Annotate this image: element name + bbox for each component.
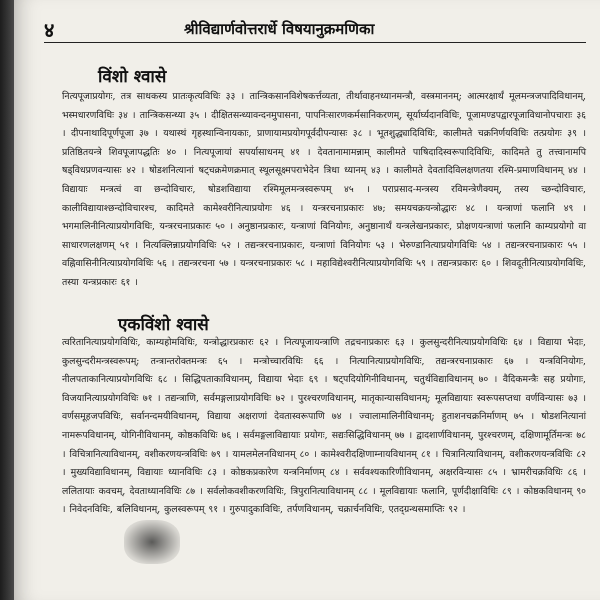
- section-heading-vimsha: विंशो श्वासे: [98, 67, 167, 87]
- book-spine-shadow: [0, 0, 14, 600]
- section-body-ekavimsha: त्वरितानित्याप्रयोगविधिः, काम्यहोमविधिः, यन्त्रोद्धारप्रकारः ६२ । नित्यपूजायन्त्राणि तद्रचनाप्रकारः ६३ । कुलसुन्दरीनित्याप्रयोगविधिः ६४ । विद्याया भेदाः, कुलसुन्दरीमन्त्रस्वरूपम्; तन्त्रान्तरोक्तमन्त्रः ६५ । मन्त्रोच्चारविधिः ६६ । नित्यानित्याप्रयोगविधिः, तद्यन्त्ररचनाप्रकारः ६७ । यन्त्रविनियोगः, नीलपताकानित्याप्रयोगविधिः ६८ । सिद्धिपताकाविधानम्, विद्याया भेदाः ६९ । षट्पदियोगिनीविधानम्, चतुर्थविद्याविधानम् ७० । वैदिकमन्त्रैः सह प्रयोगाः, विजयानित्याप्रयोगविधिः ७१ । तद्यन्त्राणि, सर्वमङ्गलाप्रयोगविधिः ७२ । पुरश्चरणविधानम्, मातृकान्यासविधानम्; मूलविद्यायाः स्वरूपसप्तधा वर्णविन्यासः ७३ । वर्णसमूहजपविधिः, सर्वानन्दमयीविधानम्, विद्याया अक्षराणां देवतास्वरूपाणि ७४ । ज्वालामालिनीविधानम्; हुताशनचक्रनिर्माणम् ७५ । षोडशनित्यानां नामरूपविधानम्, योगिनीविधानम्, कोष्ठकविधिः ७६ । सर्वमङ्गलाविद्यायाः प्रयोगः, सद्यःसिद्धिविधानम् ७७ । द्वादशार्णविधानम्, पुरश्चरणम्, दक्षिणामूर्तिमन्त्रः ७८ । विचित्रानित्याविधानम्, वशीकरणयन्त्रविधिः ७९ । यामलमेलनविधानम् ८० । कामेश्वरीदक्षिणाम्नायविधानम् ८१ । चित्रानित्याविधानम्, वशीकरणयन्त्रविधिः ८२ । मुख्यविद्याविधानम्, विद्यायाः ध्यानविधिः ८३ । कोष्ठकप्रकारेण यन्त्रनिर्माणम् ८४ । सर्ववश्यकारिणीविधानम्, अक्षरविन्यासः ८५ । भ्रामरीचक्रविधिः ८६ । ललितायाः कवचम्, देवताध्यानविधिः ८७ । सर्वलोकवशीकरणविधिः, त्रिपुरानित्याविधानम् ८८ । मूलविद्यायाः फलानि, पूर्णदीक्षाविधिः ८९ । कोष्ठकविधानम् ९० । निवेदनविधिः, बलिविधानम्, कुलस्वरूपम् ९१ । गुरुपादुकाविधिः, तर्पणविधानम्, चक्रार्चनविधिः, एतद्ग्रन्थसमाप्तिः ९२ ।: [62, 337, 586, 516]
- page-header: [44, 16, 586, 43]
- ink-smudge: [124, 520, 180, 564]
- page-number: ४: [44, 17, 55, 42]
- section-body-vimsha: नित्यपूजाप्रयोगः, तत्र साधकस्य प्रातःकृत्यविधिः ३३ । तान्त्रिकसानविशेषकर्त्तव्यता, तीर्थावाहनध्यानमन्त्रौ, वस्त्रमाननम्; आत्मरक्षार्थं मूलमन्त्रजपादिविधानम्, भस्मधारणविधिः ३४ । तान्त्रिकसन्ध्या ३५ । दीक्षितसन्ध्यावन्दनमुपासना, पापनिःसारणकर्मसानिकरणम्, सूर्यार्घ्यदानविधिः, पूजामण्डपद्वारपूजाविधानोपचाराः ३६ । दीपनाथादिपूर्णपूजा ३७ । यथास्थं गृहस्थान्विनायकाः, प्राणायामप्रयोगपूर्वदीपन्यासः ३८ । भूतशुद्ध्यादिविधिः, कालीमते चक्रनिर्णयविधिः तत्प्रयोगः ३९ । प्रतिष्ठितयन्त्रे शिवपूजापद्धतिः ४० । नित्यपूजायां सपर्यासाधनम् ४१ । देवतानामामन्नाम् कालीमते पाषिदादिस्वरूपादिविधिः, कादिमते तु तत्त्वानामपि षड्विधप्रणवन्यासः ४२ । षोडशनित्यानां षट्चक्रमेणक्रमात् स्थूलसूक्ष्मपराभेदेन त्रिधा ध्यानम् ४३ । कालीमते देवतादिविलक्षणतया रश्मि-प्रमाणविधानम् ४४ । विद्यायाः मन्त्रत्वं वा छन्दोविचारः, षोडशविद्याया रश्मिमूलमन्त्रस्वरूपम् ४५ । पराप्रसाद-मन्त्रस्य रविमन्त्रेणैक्यम्, तस्य च्छन्दोविचारः, कालीविद्यायाश्छन्दोविचारश्च, कादिमते कामेश्वरीनित्याप्रयोगः ४६ । यन्त्ररचनाप्रकारः ४७; समयचक्रयन्त्रोद्धारः ४८ । यन्त्राणां फलानि ४९ । भगमालिनीनित्याप्रयोगविधिः, यन्त्ररचनाप्रकारः ५० । अनुष्ठानप्रकारः, यन्त्राणां विनियोगः, अनुष्ठानार्थं यन्त्रलेखनप्रकारः, प्रोक्षणयन्त्राणां फलानि काम्यप्रयोगो वा साधारणलक्षणम् ५१ । नित्यक्लिन्नाप्रयोगविधिः ५२ । तद्यन्त्ररचनाप्रकारः, यन्त्राणां विनियोगः ५३ । भेरुण्डानित्याप्रयोगविधिः ५४ । तद्यन्त्ररचनाप्रकारः ५५ । वह्निवासिनीनित्याप्रयोगविधिः ५६ । तद्यन्त्ररचना ५७ । यन्त्ररचनाप्रकारः ५८ । महाविद्येश्वरीनित्याप्रयोगविधिः ५९ । तद्यन्त्रप्रकारः ६० । शिवदूतीनित्याप्रयोगविधिः, तस्या यन्त्रप्रकारः ६१ ।: [62, 91, 586, 288]
- book-page: [14, 0, 600, 600]
- section-heading-ekavimsha: एकविंशो श्वासे: [118, 315, 209, 335]
- running-title: श्रीविद्यार्णवोत्तरार्धे विषयानुक्रमणिका: [184, 20, 375, 38]
